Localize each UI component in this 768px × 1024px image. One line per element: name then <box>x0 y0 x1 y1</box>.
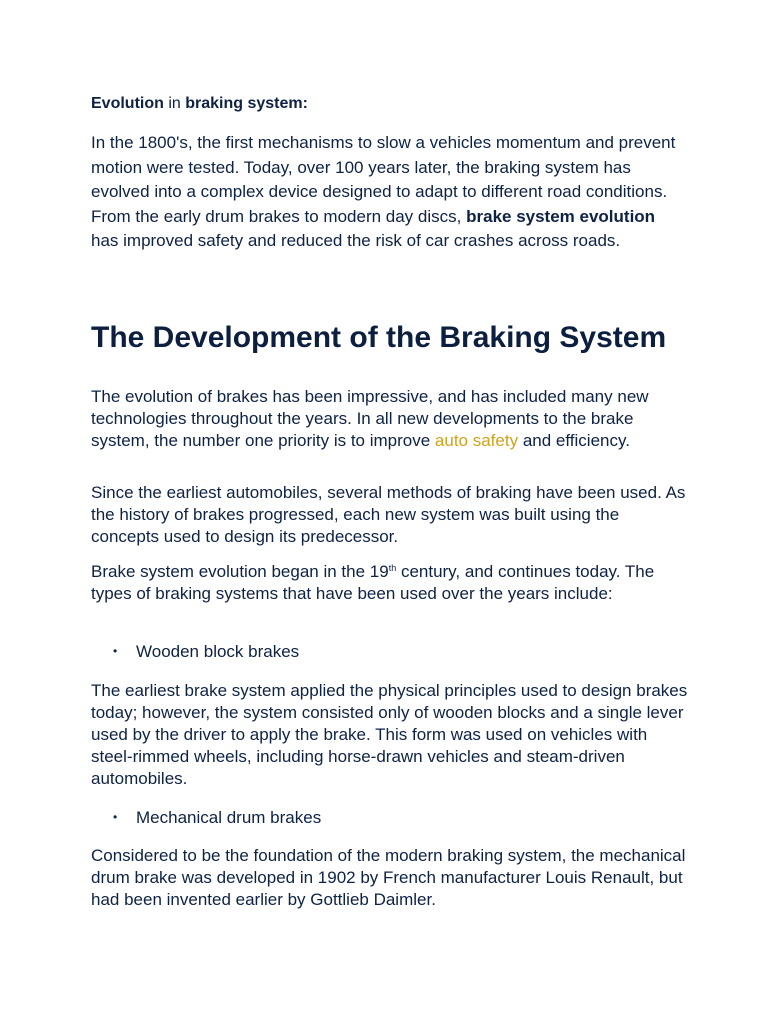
heading-braking-system: braking system: <box>185 95 308 112</box>
heading-evolution: Evolution <box>91 95 164 112</box>
paragraph-19th-text-2: century, and continues today. The types of braking systems that have been used over the years include: <box>91 562 655 603</box>
bullet-icon: • <box>113 810 118 824</box>
paragraph-evolution-text-2: and efficiency. <box>522 431 630 450</box>
intro-paragraph <box>91 131 686 254</box>
list-item <box>113 640 299 663</box>
intro-text-2: has improved safety and reduced the risk of car crashes across roads. <box>91 231 621 251</box>
bullet-icon: • <box>113 644 118 658</box>
auto-safety-link[interactable]: auto safety <box>434 431 519 450</box>
list-item-label: Wooden block brakes <box>136 642 300 661</box>
paragraph-19th-text-1: Brake system evolution began in the 19 <box>91 562 389 581</box>
heading-in: in <box>168 95 181 112</box>
intro-bold-phrase: brake system evolution <box>466 206 656 226</box>
paragraph-evolution-text-1: The evolution of brakes has been impressive, and has included many new technologies throughout the years. In all new developments to the brake system, the number one priority is to improve <box>91 387 649 450</box>
paragraph-drum-brake: Considered to be the foundation of the modern braking system, the mechanical drum brake was developed in 1902 by French manufacturer Louis Renault, but had been invented earlier by Gottlieb Daimler. <box>91 846 686 909</box>
paragraph-19th-century <box>91 557 691 605</box>
paragraph-evolution <box>91 386 691 452</box>
list-item-label: Mechanical drum brakes <box>136 808 322 827</box>
intro-text-1: In the 1800's, the first mechanisms to slow a vehicles momentum and prevent motion were tested. Today, over 100 years later, the braking system has evolved into a complex device designed to adapt to different road conditions. From the early drum brakes to modern day discs, <box>91 133 676 226</box>
ordinal-superscript: th <box>388 563 397 573</box>
section-title: The Development of the Braking System <box>91 321 667 354</box>
paragraph-earliest-automobiles: Since the earliest automobiles, several methods of braking have been used. As the history of brakes progressed, each new system was built using the concepts used to design its predecessor. <box>91 483 686 546</box>
list-item <box>113 806 321 829</box>
intro-heading <box>91 94 308 114</box>
paragraph-wooden-block: The earliest brake system applied the physical principles used to design brakes today; however, the system consisted only of wooden blocks and a single lever used by the driver to apply the brake. This form was used on vehicles with steel-rimmed wheels, including horse-drawn vehicles and steam-driven automobiles. <box>91 681 688 788</box>
